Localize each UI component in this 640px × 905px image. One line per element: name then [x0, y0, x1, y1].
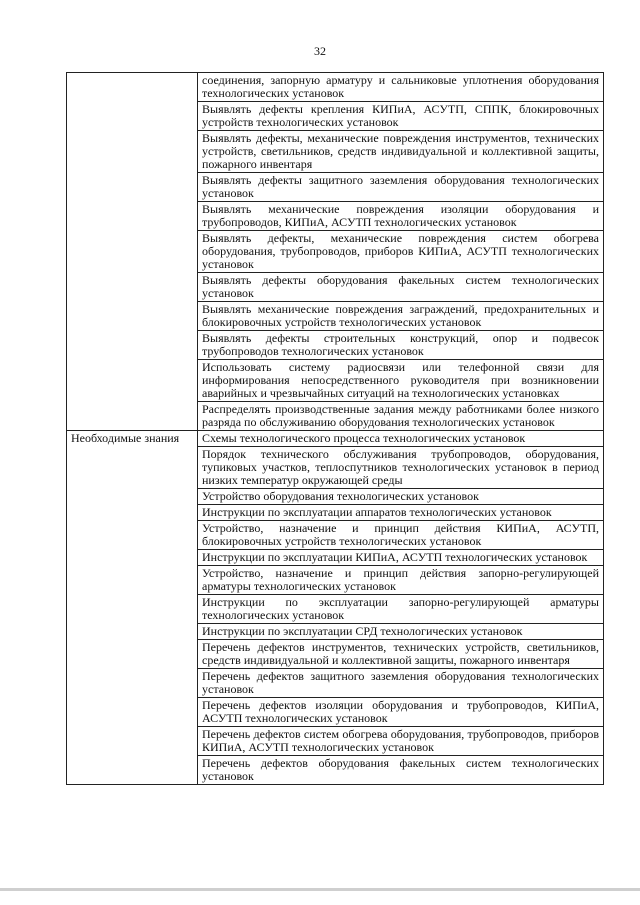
table-row: Инструкции по эксплуатации СРД технологических установок — [198, 624, 603, 640]
table-row: Выявлять дефекты оборудования факельных систем технологических установок — [198, 273, 603, 302]
table-row: Устройство оборудования технологических установок — [198, 489, 603, 505]
section-label-cell — [67, 73, 198, 431]
table-row: Устройство, назначение и принцип действия запорно-регулирующей арматуры технологических установок — [198, 566, 603, 595]
table-row: соединения, запорную арматуру и сальниковые уплотнения оборудования технологических установок — [198, 73, 603, 102]
section-row — [67, 431, 604, 785]
page-number: 32 — [314, 44, 326, 58]
table-row: Схемы технологического процесса технологических установок — [198, 431, 603, 447]
section-row — [67, 73, 604, 431]
table-row: Выявлять дефекты, механические повреждения инструментов, технических устройств, светильников, средств индивидуальной и коллективной защиты, пожарного инвентаря — [198, 131, 603, 173]
table-row: Инструкции по эксплуатации КИПиА, АСУТП технологических установок — [198, 550, 603, 566]
competency-table — [66, 72, 604, 785]
table-row: Устройство, назначение и принцип действия КИПиА, АСУТП, блокировочных устройств технологических установок — [198, 521, 603, 550]
table-row: Перечень дефектов изоляции оборудования и трубопроводов, КИПиА, АСУТП технологических установок — [198, 698, 603, 727]
table-row: Выявлять дефекты строительных конструкций, опор и подвесок трубопроводов технологических установок — [198, 331, 603, 360]
section-label: Необходимые знания — [71, 431, 180, 445]
section-label-cell — [67, 431, 198, 785]
table-row: Выявлять дефекты защитного заземления оборудования технологических установок — [198, 173, 603, 202]
table-row: Перечень дефектов защитного заземления оборудования технологических установок — [198, 669, 603, 698]
table-row: Выявлять механические повреждения изоляции оборудования и трубопроводов, КИПиА, АСУТП технологических установок — [198, 202, 603, 231]
table-row: Распределять производственные задания между работниками более низкого разряда по обслуживанию оборудования технологических установок — [202, 402, 599, 429]
table-row: Инструкции по эксплуатации запорно-регулирующей арматуры технологических установок — [198, 595, 603, 624]
table-row: Порядок технического обслуживания трубопроводов, оборудования, тупиковых участков, теплоспутников технологических установок в период низких температур окружающей среды — [198, 447, 603, 489]
table-row: Выявлять дефекты крепления КИПиА, АСУТП, СППК, блокировочных устройств технологических установок — [198, 102, 603, 131]
table-row: Перечень дефектов инструментов, технических устройств, светильников, средств индивидуальной и коллективной защиты, пожарного инвентаря — [198, 640, 603, 669]
table-row: Выявлять механические повреждения заграждений, предохранительных и блокировочных устройств технологических установок — [198, 302, 603, 331]
scan-edge — [0, 888, 640, 891]
section-items-cell — [198, 431, 604, 785]
table-row: Выявлять дефекты, механические повреждения систем обогрева оборудования, трубопроводов, приборов КИПиА, АСУТП технологических установок — [198, 231, 603, 273]
table-row: Инструкции по эксплуатации аппаратов технологических установок — [198, 505, 603, 521]
table-row: Перечень дефектов оборудования факельных систем технологических установок — [202, 756, 599, 783]
table-row: Перечень дефектов систем обогрева оборудования, трубопроводов, приборов КИПиА, АСУТП технологических установок — [198, 727, 603, 756]
section-items-cell — [198, 73, 604, 431]
table-row: Использовать систему радиосвязи или телефонной связи для информирования непосредственного руководителя при возникновении аварийных и чрезвычайных ситуаций на технологических установках — [198, 360, 603, 402]
